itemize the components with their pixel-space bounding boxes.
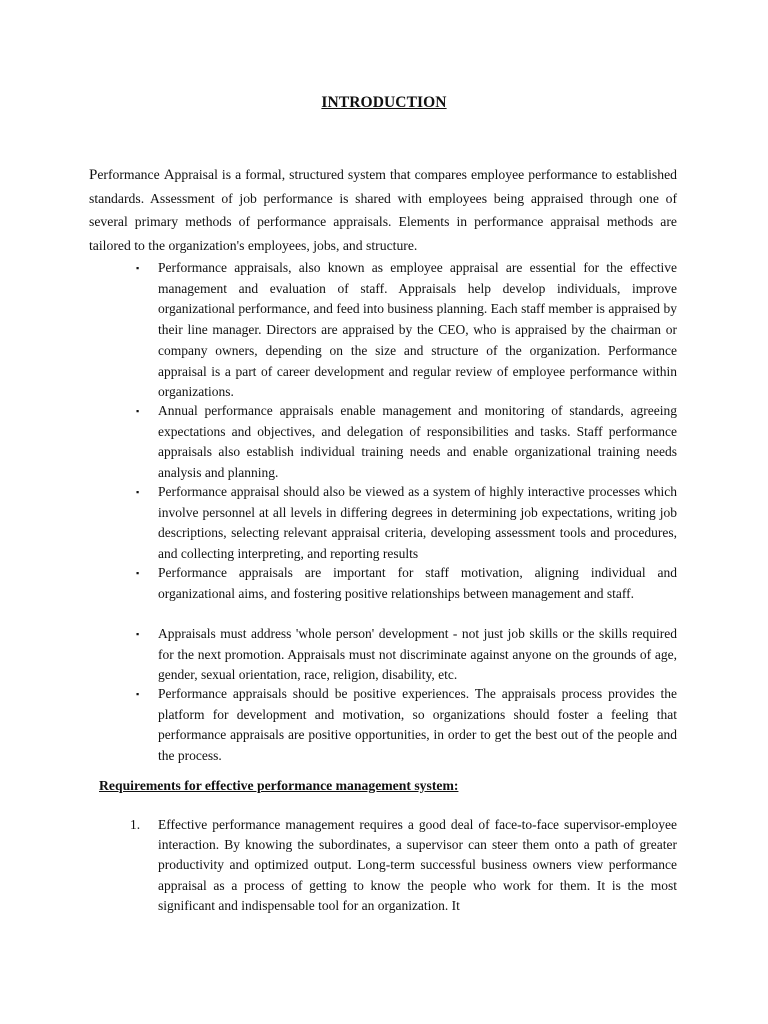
bullet-text: Appraisals must address 'whole person' development - not just job skills or the skills required for the next promotion. Appraisals must not discriminate against anyone on the grounds of age, gender, sexual orientation, race, religion, disability, etc. [158,626,677,683]
bullet-item [136,482,677,565]
bullet-item [136,624,677,686]
bullet-text: Performance appraisals, also known as employee appraisal are essential for the effective management and evaluation of staff. Appraisals help develop individuals, improve organizational performance, and feed into business planning. Each staff member is appraised by their line manager. Directors are appraised by the CEO, who is appraised by the chairman or company owners, depending on the size and structure of the organization. Performance appraisal is a part of career development and regular review of employee performance within organizations. [158,260,677,400]
square-bullet-icon: ▪ [136,689,140,699]
intro-first-word-rest: erformance [97,167,160,182]
bullet-item [136,401,677,484]
square-bullet-icon: ▪ [136,568,140,578]
bullet-text: Annual performance appraisals enable management and monitoring of standards, agreeing expectations and objectives, and delegation of responsibilities and tasks. Staff performance appraisals also establish individual training needs and enable organizational training needs analysis and planning. [158,403,677,481]
bullet-item [136,684,677,767]
bullet-text: Performance appraisals should be positive experiences. The appraisals process provides the platform for development and motivation, so organizations should foster a feeling that performance appraisals are positive opportunities, in order to get the best out of the people and the process. [158,686,677,764]
square-bullet-icon: ▪ [136,487,140,497]
intro-dropcap-a: A [163,167,175,183]
page-title: INTRODUCTION [321,94,447,111]
numbered-item-text: Effective performance management requires a good deal of face-to-face supervisor-employee interaction. By knowing the subordinates, a supervisor can steer them onto a path of greater productivity and optimized output. Long-term successful business owners view performance appraisal as a process of getting to know the people who work for them. It is the most significant and indispensable tool for an organization. It [158,817,677,913]
list-number: 1. [130,817,141,832]
bullet-item [136,563,677,604]
requirements-heading: Requirements for effective performance management system: [99,778,459,793]
intro-dropcap-p: P [89,167,98,183]
bullet-item [136,258,677,403]
bullet-text: Performance appraisals are important for staff motivation, aligning individual and organizational aims, and fostering positive relationships between management and staff. [158,565,677,601]
square-bullet-icon: ▪ [136,406,140,416]
intro-paragraph [89,163,677,257]
intro-body: ppraisal is a formal, structured system that compares employee performance to established standards. Assessment of job performance is shared with employees being appraised through one of several primary methods of performance appraisals. Elements in performance appraisal methods are tailored to the organization's employees, jobs, and structure. [89,167,678,253]
numbered-list-item [130,815,677,916]
square-bullet-icon: ▪ [136,629,140,639]
square-bullet-icon: ▪ [136,263,140,273]
bullet-text: Performance appraisal should also be viewed as a system of highly interactive processes which involve personnel at all levels in differing degrees in determining job expectations, writing job descriptions, selecting relevant appraisal criteria, developing assessment tools and procedures, and collecting interpreting, and reporting results [158,484,677,562]
